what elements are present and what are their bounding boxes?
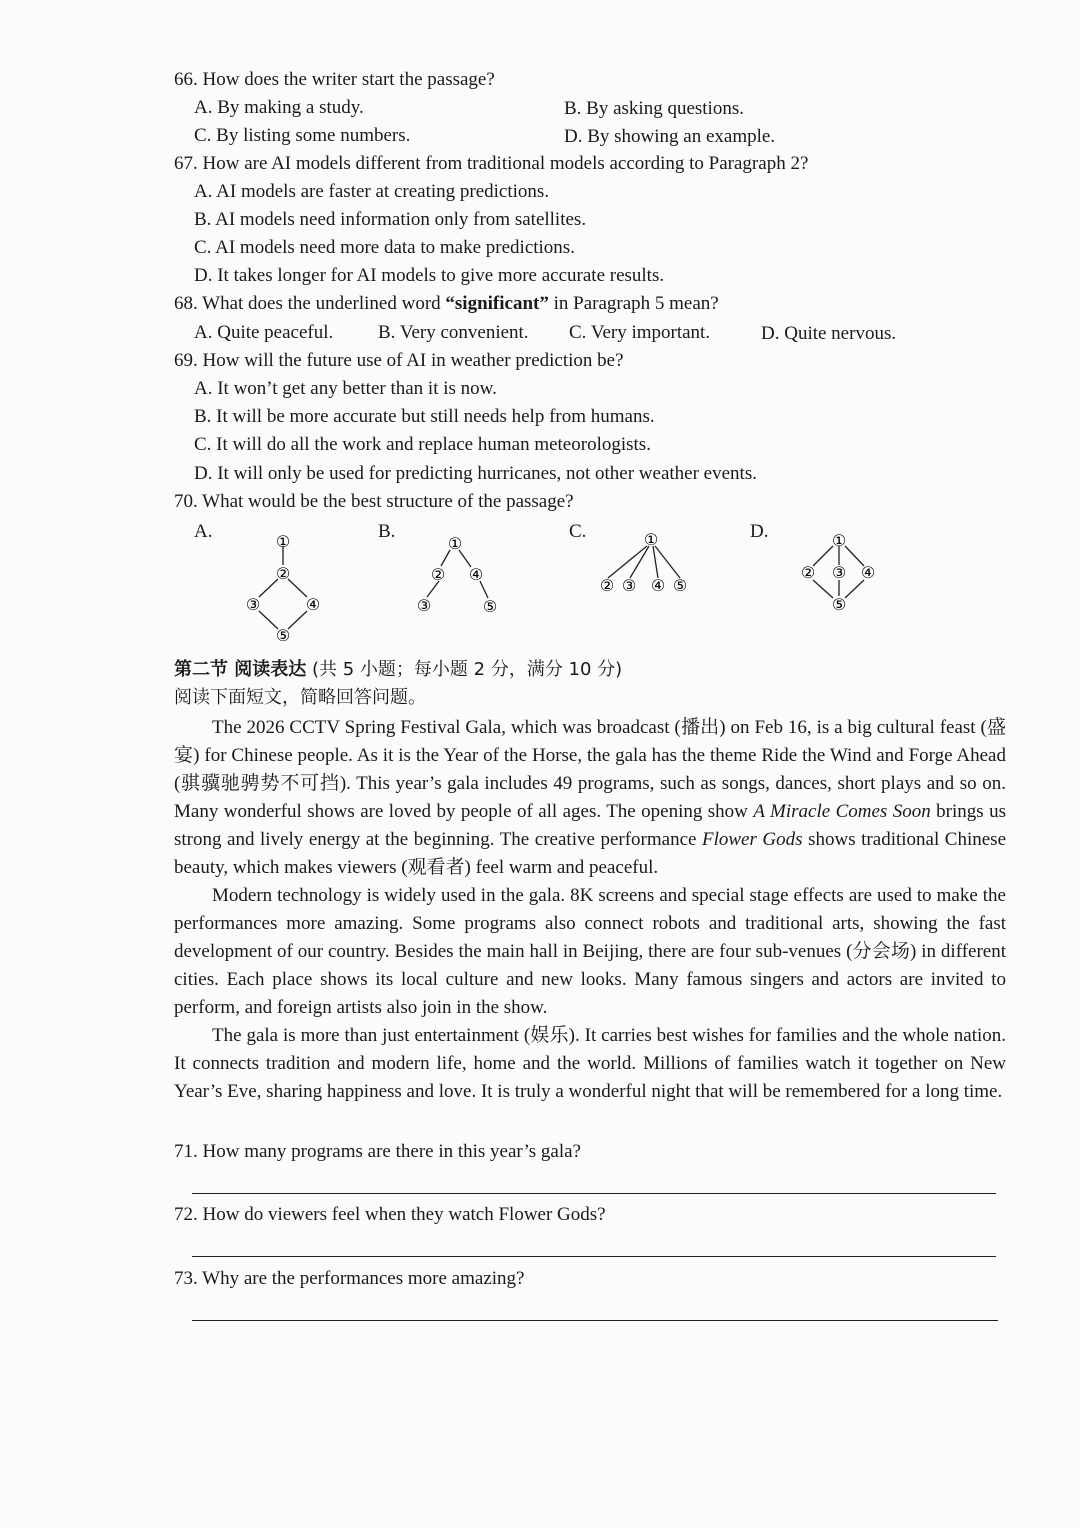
node-3: ③ <box>416 596 432 615</box>
node-2: ② <box>599 576 615 595</box>
section-instruction: 阅读下面短文，简略回答问题。 <box>174 687 426 708</box>
node-1: ① <box>643 530 659 549</box>
node-1: ① <box>831 531 847 550</box>
node-4: ④ <box>305 595 321 614</box>
question-67-stem: 67. How are AI models different from traditional models according to Paragraph 2? <box>174 153 809 174</box>
node-4: ④ <box>650 576 666 595</box>
node-5: ⑤ <box>672 576 688 595</box>
structure-diagram-b <box>410 528 520 628</box>
q68-option-b: B. Very convenient. <box>378 322 529 343</box>
q66-option-d: D. By showing an example. <box>564 126 776 147</box>
q66-option-c: C. By listing some numbers. <box>194 125 411 146</box>
node-3: ③ <box>621 576 637 595</box>
passage-paragraph-2: Modern technology is widely used in the gala. 8K screens and special stage effects are used to make the performances more amazing. Some programs also connect robots and traditional arts, showing the fast development of our country. Besides the main hall in Beijing, there are four sub-venues (分会场) in different cities. Each place shows its local culture and new looks. Many famous singers and actors are invited to perform, and foreign artists also join in the show. <box>174 885 1006 1018</box>
passage-paragraph-3: The gala is more than just entertainment (娱乐). It carries best wishes for families and the whole nation. It connects tradition and modern life, home and the world. Millions of families watch it together on New Year’s Eve, sharing happiness and love. It is truly a wonderful night that will be remembered for a long time. <box>174 1025 1006 1102</box>
node-3: ③ <box>245 595 261 614</box>
q68-option-c: C. Very important. <box>569 322 711 343</box>
question-73: 73. Why are the performances more amazing? <box>174 1268 525 1289</box>
q67-option-c: C. AI models need more data to make predictions. <box>194 237 575 258</box>
node-2: ② <box>800 563 816 582</box>
q67-option-d: D. It takes longer for AI models to give more accurate results. <box>194 265 665 286</box>
q70-option-c-label: C. <box>569 521 587 542</box>
node-5: ⑤ <box>831 595 847 614</box>
question-69-stem: 69. How will the future use of AI in weather prediction be? <box>174 350 624 371</box>
q68-option-a: A. Quite peaceful. <box>194 322 334 343</box>
underlined-word: “significant” <box>445 293 549 314</box>
q66-option-b: B. By asking questions. <box>564 98 744 119</box>
node-1: ① <box>447 534 463 553</box>
node-4: ④ <box>468 565 484 584</box>
question-71: 71. How many programs are there in this year’s gala? <box>174 1141 581 1162</box>
q70-option-a-label: A. <box>194 521 213 542</box>
node-5: ⑤ <box>482 597 498 616</box>
structure-diagram-d <box>792 528 892 618</box>
title-miracle: A Miracle Comes Soon <box>753 801 931 822</box>
node-2: ② <box>430 565 446 584</box>
question-72: 72. How do viewers feel when they watch Flower Gods? <box>174 1204 606 1225</box>
answer-line-72[interactable] <box>192 1256 996 1257</box>
question-70-stem: 70. What would be the best structure of the passage? <box>174 491 574 512</box>
node-4: ④ <box>860 563 876 582</box>
q69-option-b: B. It will be more accurate but still needs help from humans. <box>194 406 655 427</box>
node-5: ⑤ <box>275 626 291 645</box>
q66-option-a: A. By making a study. <box>194 97 364 118</box>
q67-option-b: B. AI models need information only from satellites. <box>194 209 587 230</box>
q70-option-b-label: B. <box>378 521 396 542</box>
q67-option-a: A. AI models are faster at creating predictions. <box>194 181 550 202</box>
section-header: 第二节 阅读表达 (共 5 小题；每小题 2 分，满分 10 分) <box>174 659 623 680</box>
answer-line-73[interactable] <box>192 1320 998 1321</box>
q68-option-d: D. Quite nervous. <box>761 323 897 344</box>
q69-option-c: C. It will do all the work and replace human meteorologists. <box>194 434 651 455</box>
question-68-stem: 68. What does the underlined word “significant” in Paragraph 5 mean? <box>174 293 719 314</box>
question-66-stem: 66. How does the writer start the passage? <box>174 69 495 90</box>
node-1: ① <box>275 532 291 551</box>
structure-diagram-c <box>592 528 702 608</box>
q69-option-d: D. It will only be used for predicting hurricanes, not other weather events. <box>194 463 757 484</box>
node-3: ③ <box>831 563 847 582</box>
q69-option-a: A. It won’t get any better than it is now. <box>194 378 497 399</box>
node-2: ② <box>275 564 291 583</box>
passage-paragraph-1: The 2026 CCTV Spring Festival Gala, which was broadcast (播出) on Feb 16, is a big cultural feast (盛宴) for Chinese people. As it is the Year of the Horse, the gala has the theme Ride the Wind and Forge Ahead (骐骥驰骋势不可挡). This year’s gala includes 49 programs, such as songs, dances, short plays and so on. Many wonderful shows are loved by people of all ages. The opening show A Miracle Comes Soon brings us strong and lively energy at the beginning. The creative performance Flower Gods shows traditional Chinese beauty, which makes viewers (观看者) feel warm and peaceful. <box>174 717 1006 878</box>
q70-option-d-label: D. <box>750 521 769 542</box>
title-flower-gods: Flower Gods <box>702 829 803 850</box>
answer-line-71[interactable] <box>192 1193 996 1194</box>
structure-diagram-a <box>230 528 340 648</box>
